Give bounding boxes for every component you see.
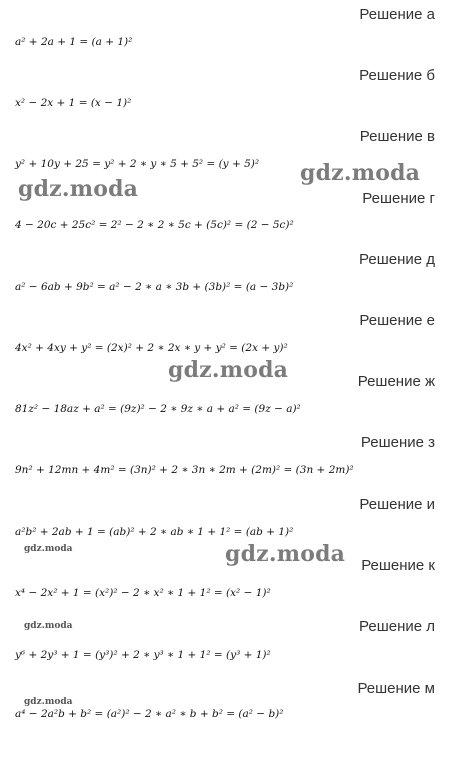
solution-formula-l: y⁶ + 2y³ + 1 = (y³)² + 2 ∗ y³ ∗ 1 + 1² = (y³ + 1)² [15,649,271,661]
watermark-logo-small: gdz.moda [24,697,73,707]
solution-heading-g: Решение г [362,190,435,207]
solution-formula-z: 9n² + 12mn + 4m² = (3n)² + 2 ∗ 3n ∗ 2m + (2m)² = (3n + 2m)² [15,464,354,476]
solution-formula-i: a²b² + 2ab + 1 = (ab)² + 2 ∗ ab ∗ 1 + 1² = (ab + 1)² [15,526,294,538]
solution-formula-zh: 81z² − 18az + a² = (9z)² − 2 ∗ 9z ∗ a + a² = (9z − a)² [15,403,301,415]
watermark-logo: gdz.moda [300,160,421,186]
solution-heading-m: Решение м [357,680,435,697]
solution-heading-zh: Решение ж [357,373,435,390]
solution-formula-g: 4 − 20c + 25c² = 2² − 2 ∗ 2 ∗ 5c + (5c)² = (2 − 5c)² [15,219,294,231]
solution-heading-a: Решение а [359,6,435,23]
solution-heading-k: Решение к [361,557,435,574]
solution-heading-b: Решение б [359,67,435,84]
solution-formula-e: 4x² + 4xy + y² = (2x)² + 2 ∗ 2x ∗ y + y² = (2x + y)² [15,342,288,354]
solution-heading-z: Решение з [360,434,435,451]
solution-formula-m: a⁴ − 2a²b + b² = (a²)² − 2 ∗ a² ∗ b + b² = (a² − b)² [15,708,284,720]
solution-formula-a: a² + 2a + 1 = (a + 1)² [15,36,133,48]
solution-heading-e: Решение е [359,312,435,329]
watermark-logo: gdz.moda [168,357,289,383]
watermark-logo-small: gdz.moda [24,621,73,631]
solution-heading-i: Решение и [359,496,435,513]
watermark-logo-small: gdz.moda [24,544,73,554]
solution-formula-b: x² − 2x + 1 = (x − 1)² [15,97,132,109]
solution-formula-d: a² − 6ab + 9b² = a² − 2 ∗ a ∗ 3b + (3b)² = (a − 3b)² [15,281,294,293]
solution-formula-k: x⁴ − 2x² + 1 = (x²)² − 2 ∗ x² ∗ 1 + 1² = (x² − 1)² [15,587,271,599]
solution-heading-v: Решение в [359,128,435,145]
watermark-logo: gdz.moda [18,176,139,202]
watermark-logo: gdz.moda [225,541,346,567]
solution-heading-d: Решение д [359,251,435,268]
solution-heading-l: Решение л [359,618,435,635]
solution-formula-v: y² + 10y + 25 = y² + 2 ∗ y ∗ 5 + 5² = (y + 5)² [15,158,260,170]
